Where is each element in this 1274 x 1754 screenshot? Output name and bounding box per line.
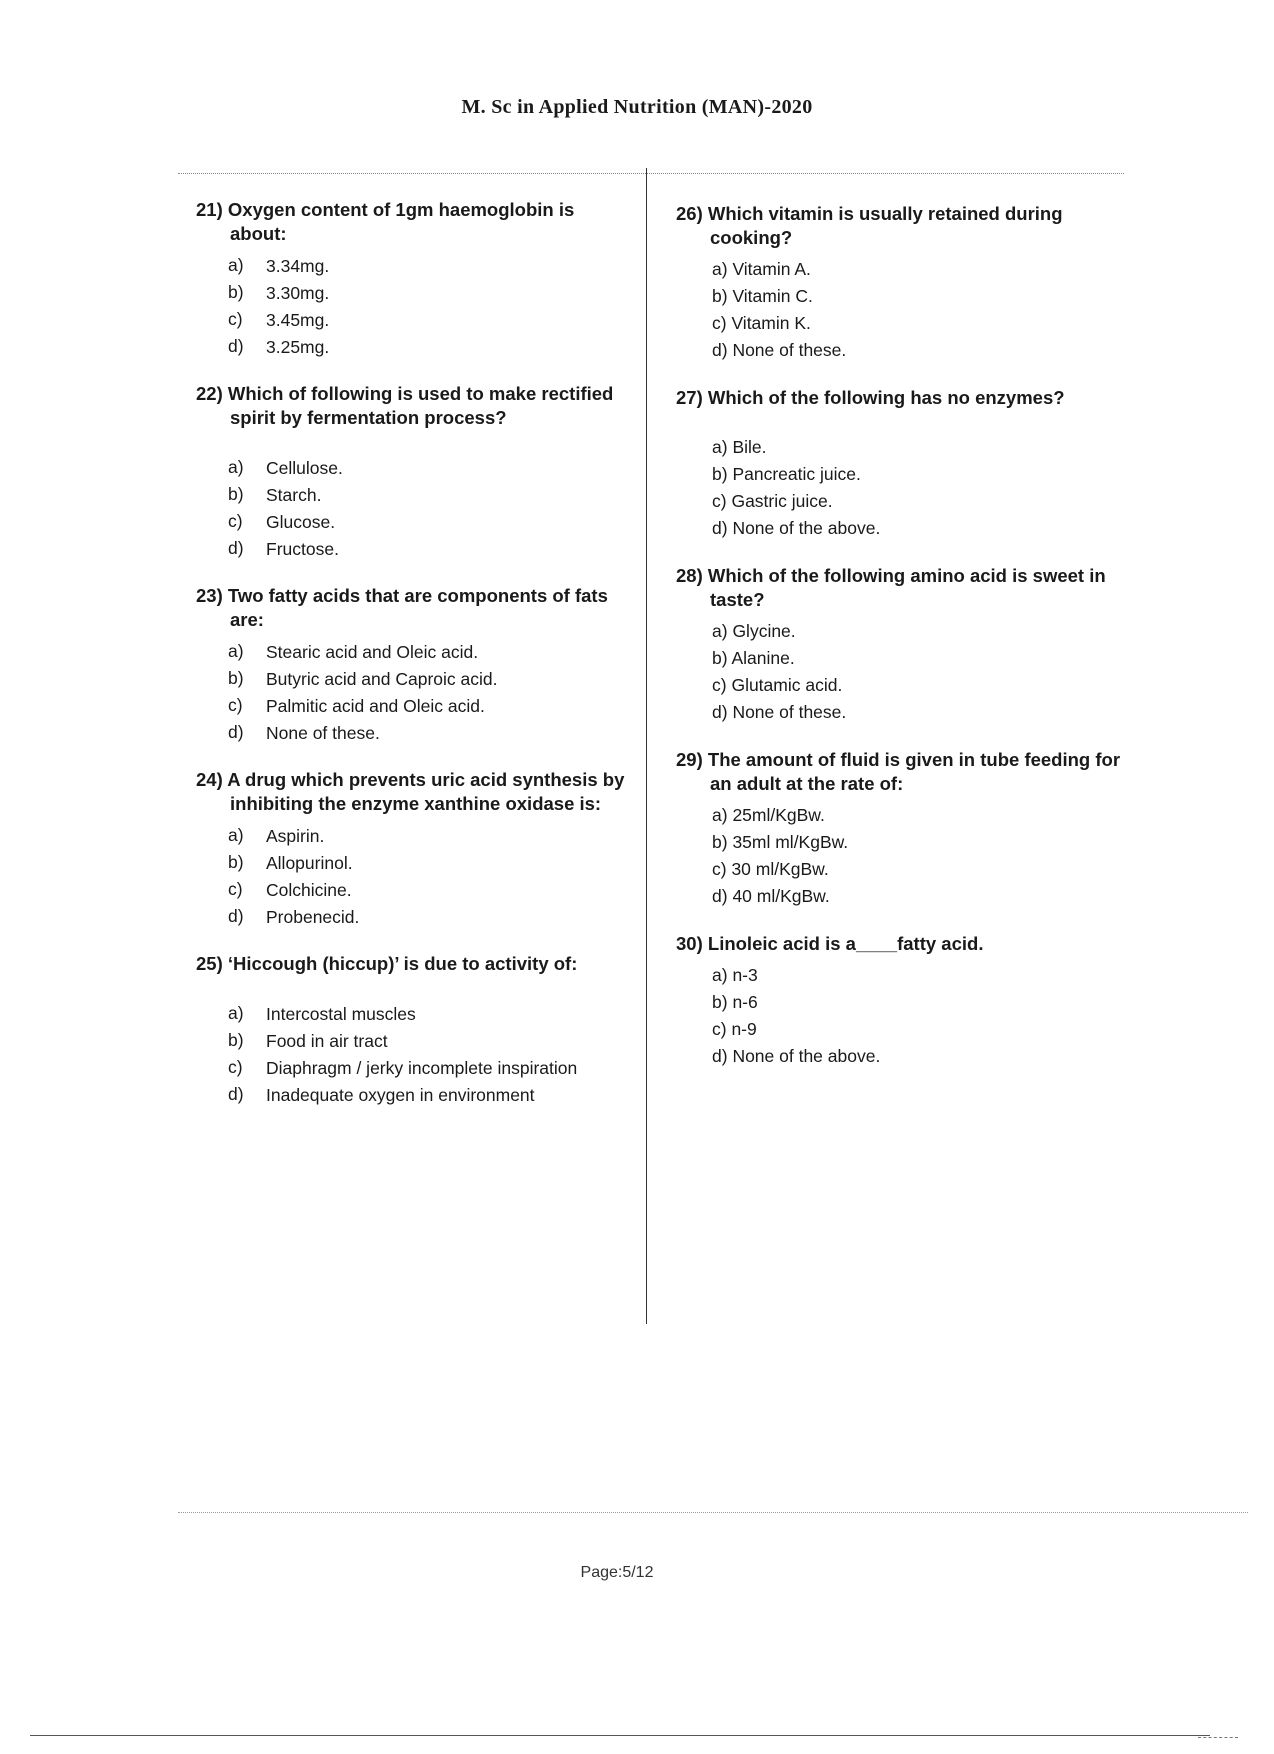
option-list xyxy=(196,638,626,746)
footer-divider xyxy=(178,1512,1248,1513)
option-letter: c) xyxy=(712,675,727,695)
option-text: n-6 xyxy=(732,992,758,1012)
right-question-column xyxy=(676,202,1126,1092)
question-25 xyxy=(196,952,626,1108)
option-item xyxy=(196,1000,626,1027)
question-body: A drug which prevents uric acid synthesis by inhibiting the enzyme xanthine oxidase is: xyxy=(227,769,625,814)
option-letter: c) xyxy=(712,491,727,511)
question-text xyxy=(676,932,1126,956)
option-item xyxy=(676,989,1126,1016)
option-text: Butyric acid and Caproic acid. xyxy=(266,668,498,689)
option-list xyxy=(196,252,626,360)
option-text: Stearic acid and Oleic acid. xyxy=(266,641,479,662)
option-text: Aspirin. xyxy=(266,825,325,846)
option-text: Glycine. xyxy=(732,621,796,641)
option-text: Pancreatic juice. xyxy=(732,464,861,484)
option-letter: a) xyxy=(228,255,244,275)
option-item xyxy=(196,903,626,930)
option-letter: a) xyxy=(712,259,728,279)
option-text: Food in air tract xyxy=(266,1030,388,1051)
option-text: None of the above. xyxy=(732,1046,881,1066)
option-letter: d) xyxy=(228,1084,244,1104)
option-letter: b) xyxy=(228,852,244,872)
question-text xyxy=(676,386,1126,410)
question-number: 30) xyxy=(676,933,708,954)
question-body: ‘Hiccough (hiccup)’ is due to activity of: xyxy=(227,953,578,974)
option-item xyxy=(196,279,626,306)
option-text: Vitamin A. xyxy=(732,259,811,279)
option-letter: c) xyxy=(228,309,243,329)
option-item xyxy=(676,645,1126,672)
option-letter: c) xyxy=(228,879,243,899)
question-text xyxy=(196,952,626,976)
left-question-column xyxy=(196,198,626,1130)
option-letter: b) xyxy=(228,484,244,504)
option-item xyxy=(676,802,1126,829)
option-letter: a) xyxy=(712,805,728,825)
option-letter: c) xyxy=(712,313,727,333)
option-text: n-3 xyxy=(732,965,758,985)
option-text: Glucose. xyxy=(266,511,336,532)
question-text xyxy=(676,748,1126,796)
option-item xyxy=(676,1043,1126,1070)
page-number: Page:5/12 xyxy=(580,1564,654,1581)
option-list xyxy=(196,454,626,562)
option-text: Starch. xyxy=(266,484,322,505)
option-text: Vitamin K. xyxy=(731,313,811,333)
question-number: 23) xyxy=(196,585,228,606)
option-letter: c) xyxy=(712,1019,727,1039)
option-letter: d) xyxy=(712,1046,728,1066)
question-body: Oxygen content of 1gm haemoglobin is about: xyxy=(227,199,575,244)
option-item xyxy=(676,337,1126,364)
question-23 xyxy=(196,584,626,746)
option-letter: c) xyxy=(228,511,243,531)
option-item xyxy=(196,306,626,333)
option-item xyxy=(196,454,626,481)
option-letter: b) xyxy=(712,286,728,306)
option-text: 3.25mg. xyxy=(266,336,330,357)
option-list xyxy=(676,434,1126,542)
option-text: Palmitic acid and Oleic acid. xyxy=(266,695,485,716)
option-text: Probenecid. xyxy=(266,906,360,927)
option-letter: d) xyxy=(228,336,244,356)
option-text: 3.30mg. xyxy=(266,282,330,303)
option-list xyxy=(676,962,1126,1070)
option-letter: b) xyxy=(712,464,728,484)
option-item xyxy=(196,822,626,849)
option-letter: d) xyxy=(712,340,728,360)
question-number: 29) xyxy=(676,749,708,770)
question-text xyxy=(676,564,1126,612)
option-letter: a) xyxy=(228,1003,244,1023)
option-text: Inadequate oxygen in environment xyxy=(266,1084,535,1105)
question-text xyxy=(196,768,626,816)
question-number: 25) xyxy=(196,953,228,974)
question-number: 21) xyxy=(196,199,228,220)
option-letter: b) xyxy=(228,668,244,688)
option-text: Glutamic acid. xyxy=(731,675,843,695)
question-29 xyxy=(676,748,1126,910)
column-divider xyxy=(646,168,647,1324)
option-letter: a) xyxy=(228,825,244,845)
question-number: 26) xyxy=(676,203,708,224)
option-item xyxy=(196,876,626,903)
question-22 xyxy=(196,382,626,562)
question-body: Which of the following has no enzymes? xyxy=(707,387,1065,408)
question-number: 28) xyxy=(676,565,708,586)
option-letter: a) xyxy=(712,965,728,985)
option-item xyxy=(196,508,626,535)
option-letter: b) xyxy=(712,832,728,852)
option-letter: b) xyxy=(712,648,728,668)
option-item xyxy=(196,333,626,360)
option-text: Colchicine. xyxy=(266,879,352,900)
option-item xyxy=(196,692,626,719)
option-text: Cellulose. xyxy=(266,457,343,478)
option-item xyxy=(676,1016,1126,1043)
option-item xyxy=(196,252,626,279)
option-list xyxy=(676,618,1126,726)
question-26 xyxy=(676,202,1126,364)
option-item xyxy=(676,699,1126,726)
question-number: 22) xyxy=(196,383,228,404)
option-letter: c) xyxy=(228,695,243,715)
option-item xyxy=(676,829,1126,856)
option-item xyxy=(196,535,626,562)
option-item xyxy=(676,461,1126,488)
option-letter: b) xyxy=(228,1030,244,1050)
question-body: The amount of fluid is given in tube feeding for an adult at the rate of: xyxy=(707,749,1121,794)
option-text: 25ml/KgBw. xyxy=(732,805,825,825)
option-item xyxy=(196,849,626,876)
option-text: Gastric juice. xyxy=(731,491,833,511)
question-body: Which vitamin is usually retained during cooking? xyxy=(707,203,1063,248)
option-letter: a) xyxy=(712,437,728,457)
option-item xyxy=(676,883,1126,910)
page-title: M. Sc in Applied Nutrition (MAN)-2020 xyxy=(461,96,813,118)
option-item xyxy=(196,665,626,692)
option-list xyxy=(196,1000,626,1108)
option-text: Vitamin C. xyxy=(732,286,813,306)
option-item xyxy=(676,310,1126,337)
question-body: Linoleic acid is a____fatty acid. xyxy=(707,933,984,954)
option-item xyxy=(196,1054,626,1081)
option-letter: a) xyxy=(228,457,244,477)
question-24 xyxy=(196,768,626,930)
option-letter: b) xyxy=(712,992,728,1012)
question-body: Which of following is used to make rectified spirit by fermentation process? xyxy=(227,383,614,428)
option-letter: d) xyxy=(712,518,728,538)
option-text: 35ml ml/KgBw. xyxy=(732,832,849,852)
option-text: 3.45mg. xyxy=(266,309,330,330)
question-text xyxy=(196,382,626,430)
header-divider xyxy=(178,173,1124,174)
option-letter: d) xyxy=(228,722,244,742)
question-body: Which of the following amino acid is sweet in taste? xyxy=(707,565,1106,610)
option-text: Bile. xyxy=(732,437,767,457)
option-text: None of these. xyxy=(732,702,847,722)
option-item xyxy=(676,434,1126,461)
option-letter: a) xyxy=(228,641,244,661)
question-28 xyxy=(676,564,1126,726)
question-number: 27) xyxy=(676,387,708,408)
option-text: Alanine. xyxy=(731,648,795,668)
option-item xyxy=(196,638,626,665)
option-letter: d) xyxy=(228,906,244,926)
scan-edge-line xyxy=(30,1735,1210,1736)
spacer xyxy=(196,976,626,994)
option-text: None of these. xyxy=(266,722,380,743)
option-item xyxy=(676,488,1126,515)
question-30 xyxy=(676,932,1126,1070)
option-letter: c) xyxy=(228,1057,243,1077)
option-letter: d) xyxy=(712,886,728,906)
option-item xyxy=(676,256,1126,283)
option-text: n-9 xyxy=(731,1019,757,1039)
option-text: Allopurinol. xyxy=(266,852,353,873)
option-text: Diaphragm / jerky incomplete inspiration xyxy=(266,1057,578,1078)
option-list xyxy=(676,802,1126,910)
question-body: Two fatty acids that are components of fats are: xyxy=(227,585,608,630)
option-list xyxy=(196,822,626,930)
option-text: 40 ml/KgBw. xyxy=(732,886,830,906)
option-letter: d) xyxy=(228,538,244,558)
option-letter: c) xyxy=(712,859,727,879)
option-item xyxy=(676,618,1126,645)
option-item xyxy=(196,1027,626,1054)
question-number: 24) xyxy=(196,769,228,790)
option-item xyxy=(676,283,1126,310)
option-item xyxy=(676,962,1126,989)
question-21 xyxy=(196,198,626,360)
question-text xyxy=(196,584,626,632)
option-item xyxy=(676,856,1126,883)
spacer xyxy=(676,410,1126,428)
option-item xyxy=(196,481,626,508)
option-text: Fructose. xyxy=(266,538,339,559)
question-text xyxy=(196,198,626,246)
option-item xyxy=(676,672,1126,699)
option-letter: a) xyxy=(712,621,728,641)
scan-edge-dash xyxy=(1198,1737,1238,1738)
option-list xyxy=(676,256,1126,364)
option-letter: d) xyxy=(712,702,728,722)
spacer xyxy=(196,430,626,448)
option-text: None of the above. xyxy=(732,518,881,538)
option-item xyxy=(676,515,1126,542)
option-text: None of these. xyxy=(732,340,847,360)
option-letter: b) xyxy=(228,282,244,302)
option-text: 30 ml/KgBw. xyxy=(731,859,829,879)
option-text: 3.34mg. xyxy=(266,255,330,276)
option-item xyxy=(196,719,626,746)
option-item xyxy=(196,1081,626,1108)
question-27 xyxy=(676,386,1126,542)
option-text: Intercostal muscles xyxy=(266,1003,416,1024)
question-text xyxy=(676,202,1126,250)
